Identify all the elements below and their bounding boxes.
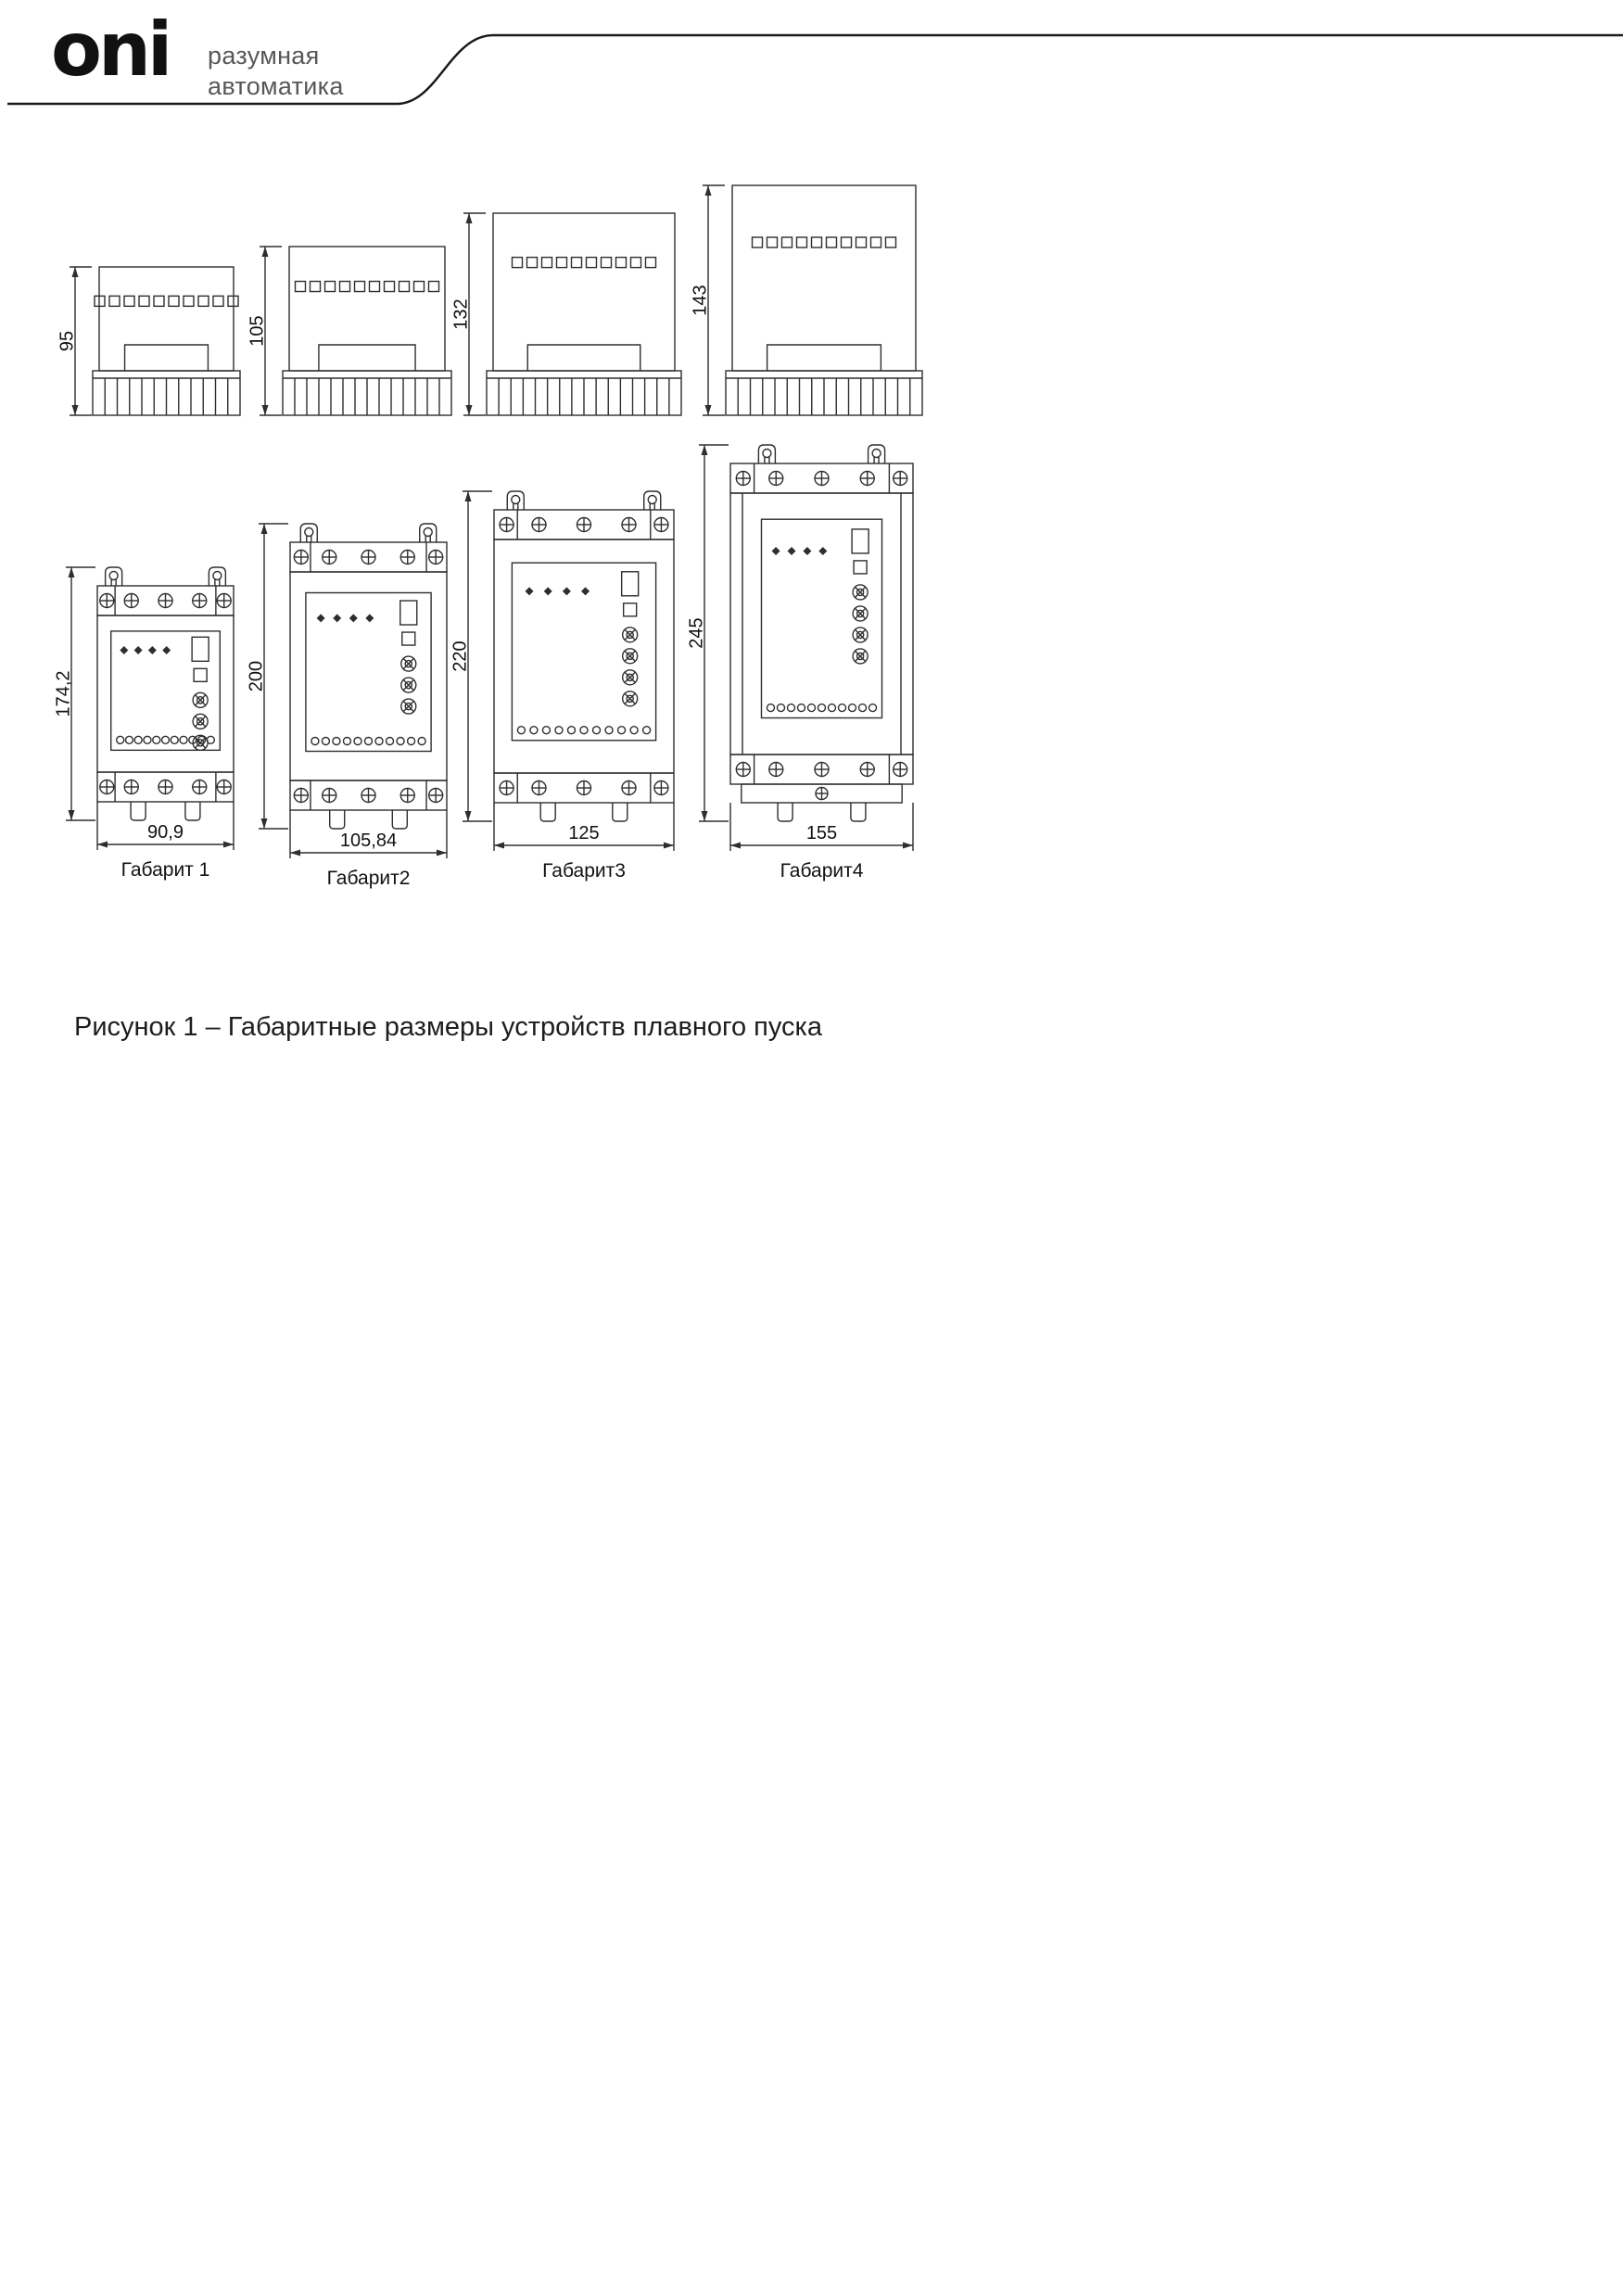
screw-icon bbox=[532, 518, 546, 532]
height-dimension-label: 105 bbox=[247, 315, 268, 347]
vent-slot bbox=[124, 296, 134, 306]
terminal-hole bbox=[408, 738, 415, 745]
vertical-dimension bbox=[690, 185, 725, 415]
vent-slot bbox=[184, 296, 194, 306]
screw-icon bbox=[654, 518, 668, 532]
terminal-hole bbox=[767, 704, 774, 712]
vertical-dimension bbox=[246, 524, 288, 829]
indicator-dot bbox=[772, 547, 780, 555]
knob-icon bbox=[401, 699, 416, 714]
height-dimension-label: 220 bbox=[450, 641, 471, 672]
knob-icon bbox=[853, 606, 868, 621]
terminal-hole bbox=[354, 738, 361, 745]
terminal-hole bbox=[162, 736, 170, 743]
device-side-body bbox=[493, 213, 675, 371]
vent-slot bbox=[311, 282, 321, 292]
terminal-hole bbox=[117, 736, 124, 743]
screw-icon bbox=[577, 781, 591, 795]
vent-slot bbox=[385, 282, 395, 292]
vent-slot bbox=[198, 296, 209, 306]
keyhole-icon bbox=[872, 450, 881, 458]
screw-icon bbox=[158, 780, 172, 794]
screw-icon bbox=[816, 788, 828, 800]
knob-icon bbox=[401, 656, 416, 671]
terminal-hole bbox=[375, 738, 383, 745]
front-view-size4 bbox=[682, 443, 926, 893]
device-front-body bbox=[494, 539, 674, 773]
terminal-hole bbox=[797, 704, 805, 712]
keyhole-icon bbox=[305, 528, 313, 537]
vent-slot bbox=[213, 296, 223, 306]
horizontal-dimension bbox=[494, 803, 674, 851]
display-window bbox=[852, 529, 869, 553]
indicator-dot bbox=[120, 646, 128, 654]
side-view-drawing bbox=[247, 243, 458, 425]
vent-slot bbox=[414, 282, 425, 292]
terminal-hole bbox=[418, 738, 425, 745]
screw-icon bbox=[193, 780, 207, 794]
display-window bbox=[622, 572, 639, 596]
vent-slot bbox=[169, 296, 179, 306]
screw-icon bbox=[323, 789, 336, 803]
terminal-hole bbox=[530, 727, 538, 734]
vertical-dimension bbox=[450, 491, 492, 821]
figure-caption: Рисунок 1 – Габаритные размеры устройств плавного пуска bbox=[74, 1012, 822, 1042]
terminal-hole bbox=[365, 738, 373, 745]
terminal-hole bbox=[387, 738, 394, 745]
vent-slot bbox=[557, 258, 567, 268]
terminal-hole bbox=[343, 738, 350, 745]
terminal-hole bbox=[397, 738, 404, 745]
width-dimension-label: 90,9 bbox=[147, 822, 184, 843]
device-front-body bbox=[97, 615, 234, 772]
mount-profile bbox=[319, 345, 415, 371]
din-rail-hook bbox=[778, 803, 792, 821]
terminal-hole bbox=[144, 736, 151, 743]
indicator-dot bbox=[526, 587, 534, 595]
front-view-size1 bbox=[49, 565, 247, 892]
indicator-dot bbox=[317, 614, 325, 622]
din-rail-hook bbox=[392, 810, 407, 829]
figure-name: Габарит2 bbox=[326, 868, 411, 889]
screw-icon bbox=[294, 551, 308, 564]
device-side-body bbox=[99, 267, 234, 371]
horizontal-dimension bbox=[730, 803, 913, 851]
vent-slot bbox=[753, 237, 763, 247]
terminal-hole bbox=[207, 736, 214, 743]
indicator-dot bbox=[162, 646, 171, 654]
knob-icon bbox=[853, 649, 868, 664]
screw-icon bbox=[736, 472, 750, 486]
terminal-hole bbox=[818, 704, 826, 712]
mounting-ear bbox=[420, 524, 437, 542]
terminal-hole bbox=[777, 704, 784, 712]
din-rail-hook bbox=[330, 810, 345, 829]
screw-icon bbox=[100, 594, 114, 608]
indicator-dot bbox=[365, 614, 374, 622]
terminal-hole bbox=[555, 727, 563, 734]
indicator-dot bbox=[349, 614, 358, 622]
terminal-hole bbox=[643, 727, 651, 734]
din-rail-hook bbox=[851, 803, 866, 821]
din-rail-hook bbox=[185, 802, 200, 820]
terminal-hole bbox=[618, 727, 626, 734]
screw-icon bbox=[577, 518, 591, 532]
vent-slot bbox=[827, 237, 837, 247]
vent-slot bbox=[886, 237, 896, 247]
screw-icon bbox=[323, 551, 336, 564]
side-view-drawing bbox=[690, 182, 929, 425]
screw-icon bbox=[654, 781, 668, 795]
vent-slot bbox=[587, 258, 597, 268]
height-dimension-label: 143 bbox=[690, 285, 711, 316]
keyhole-icon bbox=[512, 496, 520, 504]
screw-icon bbox=[860, 763, 874, 777]
terminal-hole bbox=[542, 727, 550, 734]
width-dimension-label: 105,84 bbox=[339, 831, 398, 851]
terminal-hole bbox=[134, 736, 142, 743]
vent-slot bbox=[429, 282, 439, 292]
figure-name: Габарит3 bbox=[542, 860, 626, 882]
screw-icon bbox=[500, 781, 514, 795]
vent-slot bbox=[812, 237, 822, 247]
vent-slot bbox=[527, 258, 538, 268]
vent-slot bbox=[871, 237, 881, 247]
screw-icon bbox=[769, 763, 783, 777]
display-window bbox=[192, 637, 209, 661]
terminal-hole bbox=[807, 704, 815, 712]
keyhole-icon bbox=[424, 528, 432, 537]
front-view-size2 bbox=[242, 522, 460, 900]
terminal-hole bbox=[180, 736, 187, 743]
indicator-dot bbox=[803, 547, 811, 555]
brand-tagline bbox=[208, 41, 344, 102]
terminal-hole bbox=[171, 736, 178, 743]
keyhole-icon bbox=[213, 572, 222, 580]
knob-icon bbox=[853, 585, 868, 600]
din-rail-hook bbox=[613, 803, 628, 821]
vent-slot bbox=[154, 296, 164, 306]
vertical-dimension bbox=[53, 567, 95, 820]
screw-icon bbox=[100, 780, 114, 794]
indicator-dot bbox=[787, 547, 795, 555]
indicator-dot bbox=[818, 547, 827, 555]
device-front-body bbox=[730, 493, 913, 755]
height-dimension-label: 132 bbox=[450, 298, 472, 330]
terminal-hole bbox=[605, 727, 613, 734]
figure-name: Габарит4 bbox=[780, 860, 864, 882]
screw-icon bbox=[124, 594, 138, 608]
indicator-dot bbox=[333, 614, 341, 622]
vertical-dimension bbox=[450, 213, 486, 415]
mounting-ear bbox=[209, 567, 225, 586]
terminal-hole bbox=[593, 727, 601, 734]
connector-square bbox=[854, 561, 867, 574]
indicator-dot bbox=[148, 646, 157, 654]
screw-icon bbox=[400, 789, 414, 803]
knob-icon bbox=[853, 628, 868, 642]
vent-slot bbox=[513, 258, 523, 268]
vent-slot bbox=[325, 282, 336, 292]
tagline-line2: автоматика bbox=[208, 72, 344, 100]
mount-profile bbox=[767, 345, 881, 371]
screw-icon bbox=[894, 763, 907, 777]
height-dimension-label: 245 bbox=[686, 617, 707, 649]
knob-icon bbox=[193, 714, 208, 729]
screw-icon bbox=[894, 472, 907, 486]
front-view-drawing bbox=[446, 489, 687, 888]
brand-logo: oni bbox=[51, 6, 170, 93]
screw-icon bbox=[158, 594, 172, 608]
knob-icon bbox=[623, 649, 638, 664]
screw-icon bbox=[860, 472, 874, 486]
vertical-dimension bbox=[57, 267, 92, 415]
vent-slot bbox=[572, 258, 582, 268]
knob-icon bbox=[193, 692, 208, 707]
side-view-size2 bbox=[247, 243, 458, 429]
screw-icon bbox=[429, 551, 443, 564]
screw-icon bbox=[532, 781, 546, 795]
screw-icon bbox=[429, 789, 443, 803]
mount-profile bbox=[125, 345, 209, 371]
terminal-hole bbox=[859, 704, 867, 712]
connector-square bbox=[402, 632, 415, 645]
din-rail-hook bbox=[131, 802, 146, 820]
horizontal-dimension bbox=[290, 810, 447, 858]
vent-slot bbox=[856, 237, 867, 247]
vent-slot bbox=[602, 258, 612, 268]
height-dimension-label: 95 bbox=[57, 330, 78, 352]
terminal-hole bbox=[322, 738, 329, 745]
screw-icon bbox=[361, 551, 375, 564]
vent-slot bbox=[797, 237, 807, 247]
device-side-body bbox=[732, 185, 916, 371]
screw-icon bbox=[400, 551, 414, 564]
vertical-dimension bbox=[686, 445, 729, 821]
terminal-hole bbox=[153, 736, 160, 743]
screw-icon bbox=[736, 763, 750, 777]
vent-slot bbox=[631, 258, 641, 268]
keyhole-icon bbox=[109, 572, 118, 580]
screw-icon bbox=[622, 781, 636, 795]
screw-icon bbox=[769, 472, 783, 486]
side-view-size3 bbox=[450, 209, 688, 429]
device-front-body bbox=[290, 572, 447, 780]
height-dimension-label: 200 bbox=[246, 660, 267, 692]
terminal-hole bbox=[829, 704, 836, 712]
device-side-body bbox=[289, 247, 445, 371]
screw-icon bbox=[217, 594, 231, 608]
screw-icon bbox=[193, 594, 207, 608]
vent-slot bbox=[370, 282, 380, 292]
mounting-ear bbox=[869, 445, 885, 463]
front-view-drawing bbox=[682, 443, 926, 888]
terminal-hole bbox=[125, 736, 133, 743]
screw-icon bbox=[361, 789, 375, 803]
screw-icon bbox=[815, 472, 829, 486]
screw-icon bbox=[500, 518, 514, 532]
terminal-hole bbox=[311, 738, 319, 745]
connector-square bbox=[624, 603, 637, 616]
knob-icon bbox=[623, 628, 638, 642]
mounting-ear bbox=[507, 491, 524, 510]
mounting-ear bbox=[300, 524, 317, 542]
vent-slot bbox=[340, 282, 350, 292]
width-dimension-label: 125 bbox=[568, 823, 600, 844]
screw-icon bbox=[124, 780, 138, 794]
height-dimension-label: 174,2 bbox=[53, 670, 74, 717]
vertical-dimension bbox=[247, 247, 282, 415]
screw-icon bbox=[217, 780, 231, 794]
vent-slot bbox=[782, 237, 792, 247]
indicator-dot bbox=[563, 587, 571, 595]
indicator-dot bbox=[134, 646, 143, 654]
vent-slot bbox=[646, 258, 656, 268]
terminal-hole bbox=[839, 704, 846, 712]
terminal-hole bbox=[787, 704, 794, 712]
vent-slot bbox=[296, 282, 306, 292]
display-window bbox=[400, 601, 417, 625]
front-view-size3 bbox=[446, 489, 687, 893]
side-view-drawing bbox=[450, 209, 688, 425]
knob-icon bbox=[401, 678, 416, 692]
figure-name: Габарит 1 bbox=[120, 859, 210, 881]
knob-icon bbox=[623, 670, 638, 685]
screw-icon bbox=[622, 518, 636, 532]
connector-square bbox=[194, 668, 207, 681]
terminal-hole bbox=[630, 727, 638, 734]
terminal-hole bbox=[849, 704, 856, 712]
vent-slot bbox=[355, 282, 365, 292]
terminal-hole bbox=[567, 727, 575, 734]
vent-slot bbox=[399, 282, 410, 292]
terminal-hole bbox=[333, 738, 340, 745]
vent-slot bbox=[139, 296, 149, 306]
vent-slot bbox=[767, 237, 778, 247]
front-view-drawing bbox=[49, 565, 247, 887]
side-view-drawing bbox=[57, 263, 247, 425]
screw-icon bbox=[815, 763, 829, 777]
width-dimension-label: 155 bbox=[805, 823, 838, 844]
terminal-hole bbox=[517, 727, 525, 734]
front-view-drawing bbox=[242, 522, 460, 895]
mount-profile bbox=[527, 345, 640, 371]
din-rail-hook bbox=[540, 803, 555, 821]
terminal-hole bbox=[869, 704, 877, 712]
horizontal-dimension bbox=[97, 802, 234, 850]
keyhole-icon bbox=[648, 496, 656, 504]
keyhole-icon bbox=[763, 450, 771, 458]
terminal-hole bbox=[580, 727, 588, 734]
indicator-dot bbox=[544, 587, 552, 595]
side-view-size1 bbox=[57, 263, 247, 429]
mounting-ear bbox=[106, 567, 122, 586]
vent-slot bbox=[542, 258, 552, 268]
vent-slot bbox=[842, 237, 852, 247]
knob-icon bbox=[623, 691, 638, 706]
tagline-line1: разумная bbox=[208, 42, 320, 70]
screw-icon bbox=[294, 789, 308, 803]
indicator-dot bbox=[581, 587, 590, 595]
vent-slot bbox=[616, 258, 627, 268]
vent-slot bbox=[109, 296, 120, 306]
mounting-ear bbox=[644, 491, 661, 510]
mounting-ear bbox=[758, 445, 775, 463]
side-view-size4 bbox=[690, 182, 929, 429]
